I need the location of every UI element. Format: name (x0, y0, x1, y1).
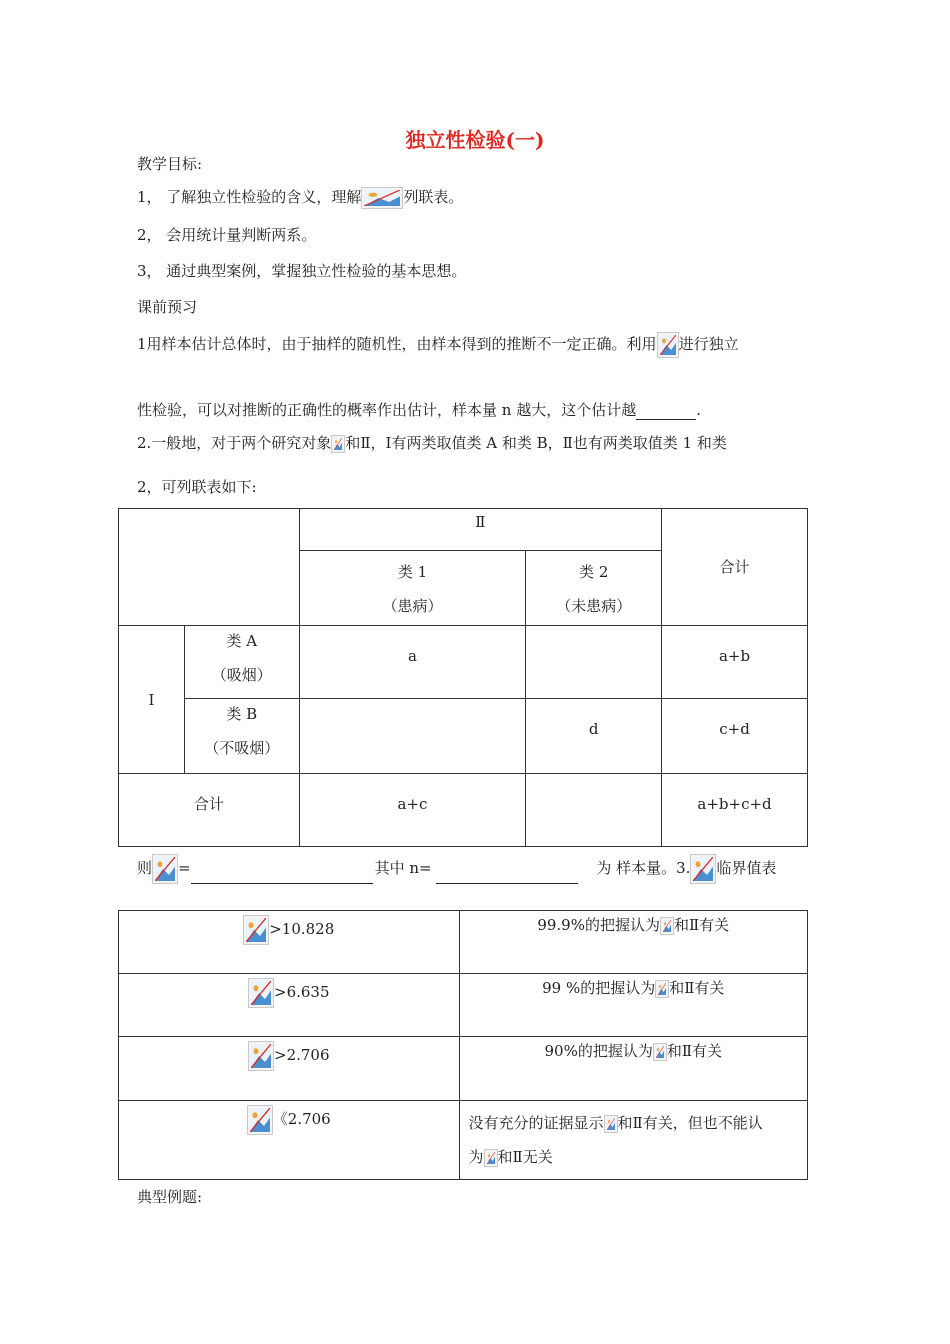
answer-blank[interactable] (636, 405, 696, 420)
threshold-value: >6.635 (274, 983, 330, 1001)
sample-size-blank[interactable] (436, 869, 578, 884)
k-squared-icon (248, 978, 274, 1008)
preview-paragraph-1 (137, 332, 739, 358)
objective-1-text: 1， 了解独立性检验的含义，理解 (137, 188, 362, 206)
table-row (119, 974, 808, 1037)
col1-label: 类 1 (397, 563, 428, 581)
cell-a: a (299, 626, 526, 699)
k-squared-icon (690, 854, 716, 884)
objective-2: 2， 会用统计量判断两系。 (137, 226, 317, 244)
page-title: 独立性检验(一) (405, 128, 545, 152)
conclusion-text-end: 和Ⅱ有关，但也不能认 (617, 1114, 763, 1132)
col2-label: 类 2 (579, 563, 609, 581)
table-row (119, 1101, 808, 1180)
preview-p1-text: 1用样本估计总体时，由于抽样的随机性，由样本得到的推断不一定正确。利用 (137, 335, 657, 353)
col2-header (526, 551, 662, 626)
cell-a-plus-c: a+c (299, 774, 526, 847)
formula-image-icon (660, 917, 674, 935)
conclusion-text: 99 %的把握认为 (542, 979, 656, 997)
threshold-cell (119, 974, 460, 1037)
preview-p2-text-end: 和Ⅱ，Ⅰ有两类取值类 A 和类 B，Ⅱ也有两类取值类 1 和类 (345, 434, 727, 452)
conclusion-text: 90%的把握认为 (544, 1042, 653, 1060)
cell-c (299, 699, 526, 774)
formula-equals: = (178, 859, 191, 877)
rowB-sublabel: （不吸烟） (204, 739, 280, 757)
conclusion-text-end: 和Ⅱ有关 (666, 1042, 723, 1060)
rowA-label: 类 A (226, 632, 258, 650)
threshold-value: >10.828 (269, 920, 335, 938)
threshold-cell (119, 911, 460, 974)
formula-line (137, 854, 776, 884)
formula-tail: 临界值表 (716, 859, 777, 877)
objectives-heading: 教学目标: (137, 155, 203, 173)
total-header: 合计 (662, 509, 808, 626)
threshold-cell (119, 1037, 460, 1101)
preview-p1-text-end: 进行独立 (678, 335, 739, 353)
cell-grand-total: a+b+c+d (662, 774, 808, 847)
conclusion-cell (459, 1101, 807, 1180)
formula-image-icon (657, 332, 679, 358)
rowB-label: 类 B (226, 705, 258, 723)
threshold-value: 《2.706 (272, 1110, 331, 1128)
table-row (119, 1037, 808, 1101)
formula-middle: 其中 n= (374, 859, 432, 877)
examples-heading: 典型例题: (137, 1188, 203, 1206)
row-group-header: Ⅰ (119, 626, 185, 774)
formula-blank[interactable] (191, 869, 373, 884)
objective-1-text-end: 列联表。 (403, 188, 464, 206)
cell-b-plus-d (526, 774, 662, 847)
total-row-header: 合计 (119, 774, 300, 847)
critical-value-table (118, 910, 808, 1180)
k-squared-icon (243, 915, 269, 945)
conclusion-text: 没有充分的证据显示 (468, 1114, 604, 1132)
rowB-header (184, 699, 299, 774)
contingency-table (118, 508, 808, 847)
k-squared-formula-icon (152, 854, 178, 884)
objective-1 (137, 186, 463, 209)
cell-c-plus-d: c+d (662, 699, 808, 774)
preview-paragraph-1-cont (137, 399, 701, 420)
conclusion-text-end: 和Ⅱ有关 (669, 979, 725, 997)
conclusion-cell (459, 1037, 807, 1101)
rowA-header (184, 626, 299, 699)
col1-sublabel: （患病） (382, 597, 443, 615)
conclusion-cell (459, 911, 807, 974)
conclusion-text-2-end: 和Ⅱ无关 (497, 1148, 553, 1166)
formula-image-icon (361, 187, 403, 209)
table-row (119, 911, 808, 974)
formula-image-icon (653, 1043, 667, 1061)
cell-a-plus-b: a+b (662, 626, 808, 699)
formula-image-icon (604, 1115, 618, 1133)
preview-heading: 课前预习 (137, 298, 198, 316)
formula-suffix: 为 样本量。3. (596, 859, 691, 877)
conclusion-text: 99.9%的把握认为 (537, 916, 660, 934)
preview-p2-text: 2.一般地，对于两个研究对象 (137, 434, 332, 452)
formula-image-icon (484, 1149, 498, 1167)
preview-p1-period: . (696, 401, 701, 419)
threshold-cell (119, 1101, 460, 1180)
objective-3: 3， 通过典型案例，掌握独立性检验的基本思想。 (137, 262, 467, 280)
conclusion-cell (459, 974, 807, 1037)
cell-d: d (526, 699, 662, 774)
k-squared-icon (247, 1105, 273, 1135)
formula-image-icon (331, 435, 345, 453)
formula-prefix: 则 (137, 859, 153, 877)
col2-sublabel: （未患病） (556, 597, 632, 615)
col-group-header: Ⅱ (299, 509, 661, 551)
formula-image-icon (655, 980, 669, 998)
table-corner (119, 509, 300, 626)
k-squared-icon (248, 1041, 274, 1071)
preview-paragraph-2 (137, 432, 727, 453)
cell-b (526, 626, 662, 699)
preview-paragraph-2-cont: 2，可列联表如下: (137, 478, 257, 496)
conclusion-text-end: 和Ⅱ有关 (673, 916, 730, 934)
threshold-value: >2.706 (274, 1046, 330, 1064)
rowA-sublabel: （吸烟） (211, 666, 272, 684)
col1-header (299, 551, 526, 626)
preview-p1-cont-text: 性检验，可以对推断的正确性的概率作出估计，样本量 n 越大，这个估计越 (137, 401, 637, 419)
conclusion-text-2: 为 (468, 1148, 484, 1166)
